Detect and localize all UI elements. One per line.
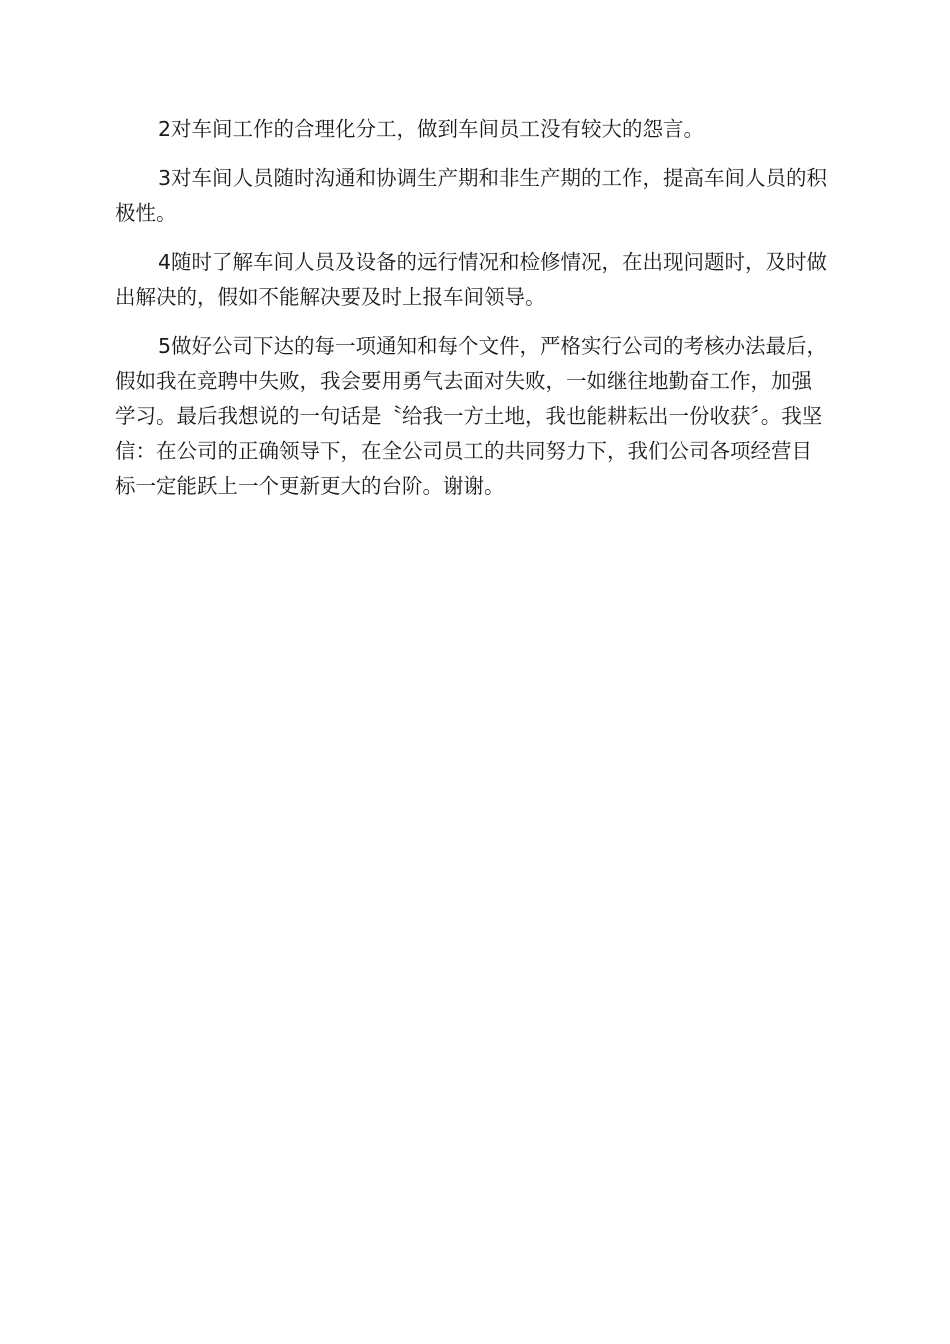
- paragraph-item-4: 4随时了解车间人员及设备的远行情况和检修情况，在出现问题时，及时做出解决的，假如不能解决要及时上报车间领导。: [115, 250, 828, 309]
- paragraph-item-3: 3对车间人员随时沟通和协调生产期和非生产期的工作，提高车间人员的积极性。: [115, 166, 828, 225]
- document-body: [115, 112, 831, 518]
- paragraph-item-2: 2对车间工作的合理化分工，做到车间员工没有较大的怨言。: [158, 117, 705, 141]
- paragraph-item-5-closing: 5做好公司下达的每一项通知和每个文件，严格实行公司的考核办法最后，假如我在竞聘中失败，我会要用勇气去面对失败，一如继往地勤奋工作，加强学习。最后我想说的一句话是〝给我一方土地，我也能耕耘出一份收获〞。我坚信：在公司的正确领导下，在全公司员工的共同努力下，我们公司各项经营目标一定能跃上一个更新更大的台阶。谢谢。: [115, 334, 828, 498]
